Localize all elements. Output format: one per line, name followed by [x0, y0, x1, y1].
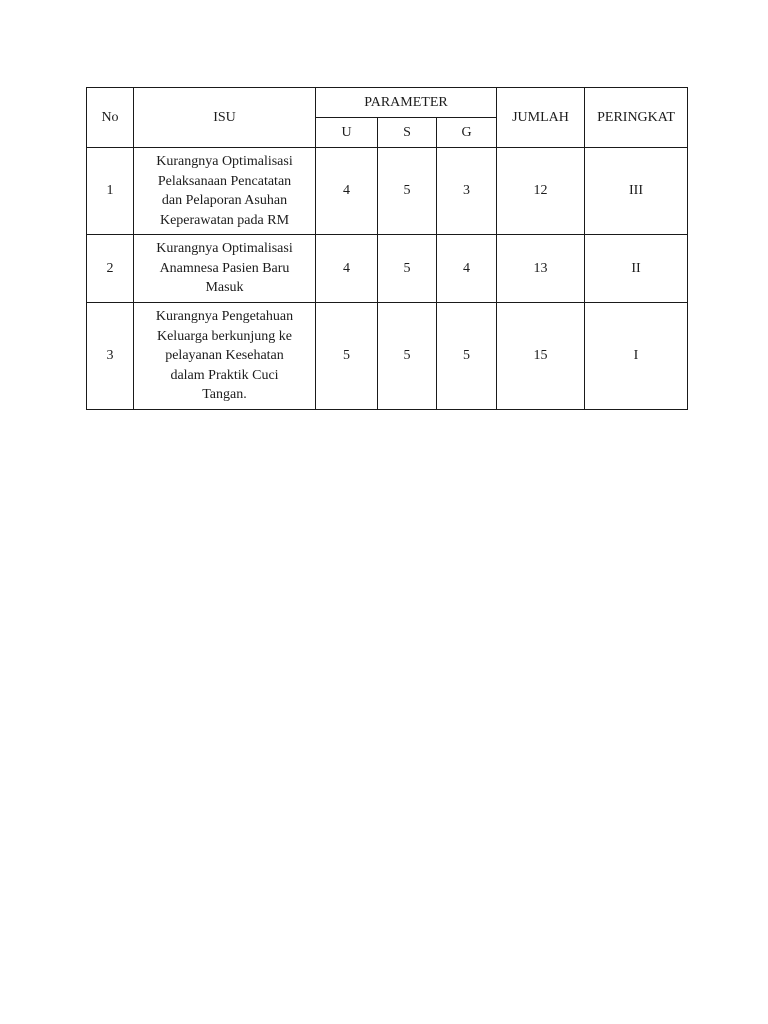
issue-line: Anamnesa Pasien Baru — [159, 260, 290, 276]
issue-line: Pelaksanaan Pencatatan — [157, 173, 292, 189]
table-header — [87, 88, 688, 148]
cell-rank: I — [585, 303, 688, 410]
issue-line: Kurangnya Pengetahuan — [155, 309, 294, 325]
header-total: JUMLAH — [497, 88, 585, 148]
cell-s: 5 — [378, 303, 437, 410]
cell-issue — [134, 303, 316, 410]
table-row — [87, 148, 688, 235]
issue-line: Tangan. — [202, 387, 247, 403]
cell-s: 5 — [378, 235, 437, 303]
cell-g: 3 — [437, 148, 497, 235]
issue-priority-table — [86, 87, 688, 410]
cell-s: 5 — [378, 148, 437, 235]
cell-no: 2 — [87, 235, 134, 303]
cell-g: 4 — [437, 235, 497, 303]
header-u: U — [316, 118, 378, 148]
cell-g: 5 — [437, 303, 497, 410]
cell-rank: III — [585, 148, 688, 235]
cell-total: 13 — [497, 235, 585, 303]
issue-line: Kurangnya Optimalisasi — [156, 241, 293, 257]
header-no: No — [87, 88, 134, 148]
header-issue: ISU — [134, 88, 316, 148]
cell-u: 4 — [316, 235, 378, 303]
issue-line: Keluarga berkunjung ke — [156, 328, 293, 344]
header-g: G — [437, 118, 497, 148]
cell-total: 12 — [497, 148, 585, 235]
issue-line: Kurangnya Optimalisasi — [156, 154, 293, 169]
cell-u: 4 — [316, 148, 378, 235]
header-parameter: PARAMETER — [316, 88, 497, 118]
issue-line: dan Pelaporan Asuhan — [161, 193, 288, 208]
cell-u: 5 — [316, 303, 378, 410]
header-s: S — [378, 118, 437, 148]
cell-rank: II — [585, 235, 688, 303]
cell-total: 15 — [497, 303, 585, 410]
issue-line: pelayanan Kesehatan — [165, 348, 284, 364]
table-row — [87, 235, 688, 303]
header-rank: PERINGKAT — [585, 88, 688, 148]
cell-no: 1 — [87, 148, 134, 235]
table-body — [87, 148, 688, 410]
table-row — [87, 303, 688, 410]
issue-line: Keperawatan pada RM — [159, 212, 290, 228]
issue-line: dalam Praktik Cuci — [170, 367, 279, 383]
header-row — [87, 88, 688, 118]
cell-issue — [134, 235, 316, 303]
issue-line: Masuk — [205, 280, 244, 296]
cell-issue — [134, 148, 316, 235]
cell-no: 3 — [87, 303, 134, 410]
